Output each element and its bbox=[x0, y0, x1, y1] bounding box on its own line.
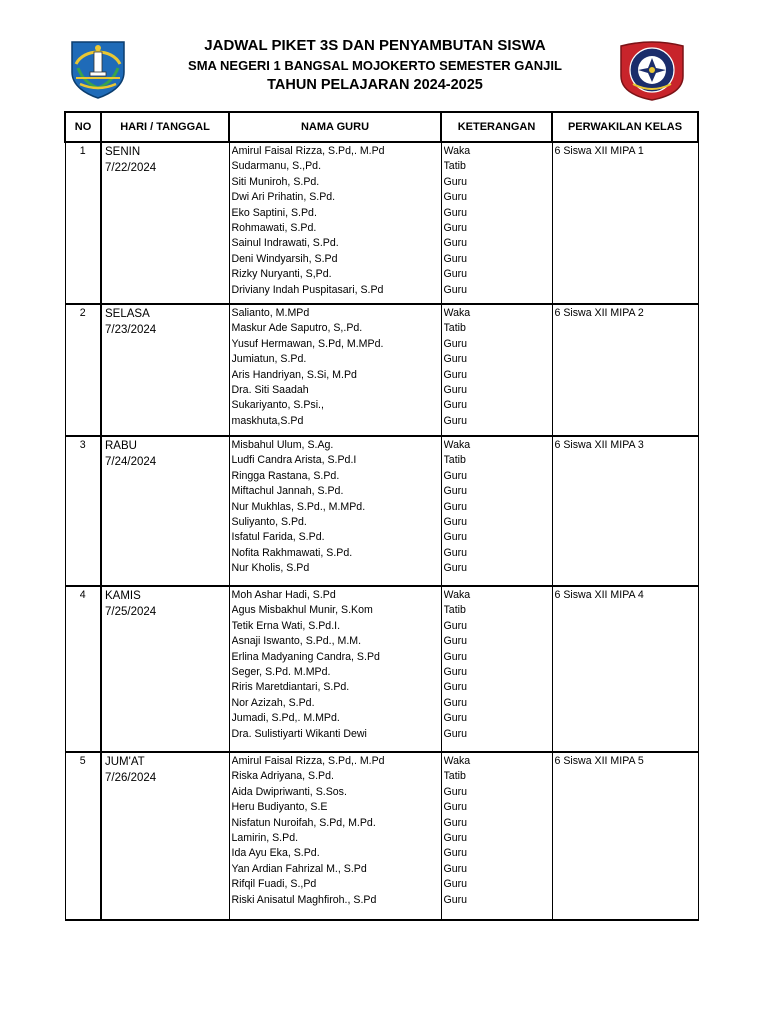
teacher-role: Guru bbox=[443, 206, 468, 219]
teacher-role: Guru bbox=[443, 500, 468, 513]
class-representative-cell bbox=[552, 142, 698, 304]
teacher-role: Guru bbox=[443, 368, 468, 381]
teacher-name: Amirul Faisal Rizza, S.Pd,. M.Pd bbox=[231, 755, 385, 767]
table-row bbox=[65, 752, 698, 920]
class-representative: 6 Siswa XII MIPA 1 bbox=[554, 145, 644, 157]
column-header-notes: KETERANGAN bbox=[441, 112, 552, 142]
teacher-name: Jumiatun, S.Pd. bbox=[231, 353, 307, 366]
class-representative: 6 Siswa XII MIPA 3 bbox=[554, 439, 644, 451]
table-body bbox=[65, 142, 698, 920]
teacher-role: Guru bbox=[443, 353, 468, 366]
teacher-name: Agus Misbakhul Munir, S.Kom bbox=[231, 604, 373, 617]
teacher-name: Yan Ardian Fahrizal M., S.Pd bbox=[231, 862, 367, 875]
teacher-name: maskhuta,S.Pd bbox=[231, 414, 304, 427]
teacher-role: Guru bbox=[443, 384, 468, 397]
teacher-role: Guru bbox=[443, 531, 468, 544]
day-name: KAMIS bbox=[105, 590, 141, 602]
role-list-cell bbox=[441, 436, 552, 586]
teacher-role: Guru bbox=[443, 485, 468, 498]
teacher-role: Guru bbox=[443, 252, 468, 265]
teacher-name: Sainul Indrawati, S.Pd. bbox=[231, 237, 339, 250]
teacher-role: Guru bbox=[443, 650, 468, 663]
teacher-name: Nur Kholis, S.Pd bbox=[231, 562, 310, 575]
teacher-name: Tetik Erna Wati, S.Pd.I. bbox=[231, 619, 341, 632]
teacher-role: Waka bbox=[443, 145, 471, 157]
teacher-name: Eko Saptini, S.Pd. bbox=[231, 206, 317, 219]
day-date-cell bbox=[101, 436, 229, 586]
duty-date: 7/24/2024 bbox=[105, 456, 157, 468]
teacher-name: Misbahul Ulum, S.Ag. bbox=[231, 439, 334, 451]
teacher-role: Guru bbox=[443, 283, 468, 296]
teacher-role: Guru bbox=[443, 546, 468, 559]
day-name: SELASA bbox=[105, 308, 150, 320]
table-header-row bbox=[65, 112, 698, 142]
teacher-role: Waka bbox=[443, 307, 471, 319]
teacher-name: Dwi Ari Prihatin, S.Pd. bbox=[231, 191, 336, 204]
table-row bbox=[65, 142, 698, 304]
day-date-cell bbox=[101, 304, 229, 436]
teacher-name: Driviany Indah Puspitasari, S.Pd bbox=[231, 283, 384, 296]
teacher-name: Riska Adriyana, S.Pd. bbox=[231, 770, 334, 783]
teacher-role: Guru bbox=[443, 832, 468, 845]
teacher-role: Waka bbox=[443, 439, 471, 451]
teacher-role: Guru bbox=[443, 268, 468, 281]
teacher-role: Tatib bbox=[443, 322, 466, 335]
teacher-role: Guru bbox=[443, 191, 468, 204]
day-date-cell bbox=[101, 752, 229, 920]
duty-date: 7/22/2024 bbox=[105, 162, 157, 174]
class-representative: 6 Siswa XII MIPA 4 bbox=[554, 589, 644, 601]
table-row bbox=[65, 586, 698, 752]
table-row bbox=[65, 304, 698, 436]
teacher-name: Ringga Rastana, S.Pd. bbox=[231, 469, 340, 482]
teacher-name: Ida Ayu Eka, S.Pd. bbox=[231, 847, 320, 860]
teacher-role: Guru bbox=[443, 414, 468, 427]
table-row bbox=[65, 436, 698, 586]
teacher-list-cell bbox=[229, 752, 441, 920]
teacher-name: Isfatul Farida, S.Pd. bbox=[231, 531, 325, 544]
day-name: RABU bbox=[105, 440, 137, 452]
teacher-name: Aris Handriyan, S.Si, M.Pd bbox=[231, 368, 357, 381]
teacher-role: Guru bbox=[443, 237, 468, 250]
column-header-no: NO bbox=[65, 112, 101, 142]
column-header-class-rep: PERWAKILAN KELAS bbox=[552, 112, 698, 142]
teacher-name: Asnaji Iswanto, S.Pd., M.M. bbox=[231, 635, 362, 648]
teacher-role: Waka bbox=[443, 755, 471, 767]
teacher-role: Tatib bbox=[443, 454, 466, 467]
teacher-role: Tatib bbox=[443, 160, 466, 173]
school-badge-logo bbox=[617, 40, 687, 102]
class-representative: 6 Siswa XII MIPA 5 bbox=[554, 755, 644, 767]
teacher-name: Yusuf Hermawan, S.Pd, M.MPd. bbox=[231, 337, 384, 350]
duty-date: 7/23/2024 bbox=[105, 324, 157, 336]
class-representative-cell bbox=[552, 436, 698, 586]
teacher-role: Guru bbox=[443, 816, 468, 829]
column-header-teacher-name: NAMA GURU bbox=[229, 112, 441, 142]
teacher-name: Deni Windyarsih, S.Pd bbox=[231, 252, 338, 265]
teacher-name: Nofita Rakhmawati, S.Pd. bbox=[231, 546, 353, 559]
class-representative-cell bbox=[552, 586, 698, 752]
teacher-list-cell bbox=[229, 586, 441, 752]
role-list-cell bbox=[441, 752, 552, 920]
role-list-cell bbox=[441, 142, 552, 304]
teacher-role: Tatib bbox=[443, 770, 466, 783]
role-list-cell bbox=[441, 304, 552, 436]
teacher-role: Guru bbox=[443, 785, 468, 798]
row-number: 5 bbox=[65, 752, 101, 920]
teacher-role: Guru bbox=[443, 696, 468, 709]
teacher-role: Guru bbox=[443, 862, 468, 875]
east-java-emblem-logo bbox=[66, 38, 130, 100]
row-number: 1 bbox=[65, 142, 101, 304]
teacher-name: Nur Mukhlas, S.Pd., M.MPd. bbox=[231, 500, 366, 513]
class-representative-cell bbox=[552, 752, 698, 920]
column-header-day-date: HARI / TANGGAL bbox=[101, 112, 229, 142]
teacher-name: Dra. Siti Saadah bbox=[231, 384, 309, 397]
teacher-name: Riski Anisatul Maghfiroh., S.Pd bbox=[231, 893, 377, 906]
class-representative-cell bbox=[552, 304, 698, 436]
teacher-role: Guru bbox=[443, 516, 468, 529]
day-name: JUM'AT bbox=[105, 756, 145, 768]
teacher-name: Rohmawati, S.Pd. bbox=[231, 222, 317, 235]
teacher-name: Ludfi Candra Arista, S.Pd.I bbox=[231, 454, 357, 467]
teacher-role: Guru bbox=[443, 635, 468, 648]
teacher-role: Guru bbox=[443, 666, 468, 679]
teacher-role: Waka bbox=[443, 589, 471, 601]
teacher-name: Maskur Ade Saputro, S,.Pd. bbox=[231, 322, 363, 335]
teacher-role: Guru bbox=[443, 619, 468, 632]
teacher-name: Miftachul Jannah, S.Pd. bbox=[231, 485, 344, 498]
teacher-name: Siti Muniroh, S.Pd. bbox=[231, 175, 320, 188]
role-list-cell bbox=[441, 586, 552, 752]
day-date-cell bbox=[101, 586, 229, 752]
teacher-list-cell bbox=[229, 142, 441, 304]
teacher-name: Riris Maretdiantari, S.Pd. bbox=[231, 681, 350, 694]
teacher-list-cell bbox=[229, 436, 441, 586]
row-number: 4 bbox=[65, 586, 101, 752]
teacher-role: Guru bbox=[443, 399, 468, 412]
teacher-role: Guru bbox=[443, 681, 468, 694]
teacher-name: Seger, S.Pd. M.MPd. bbox=[231, 666, 331, 679]
academic-year: TAHUN PELAJARAN 2024-2025 bbox=[267, 77, 483, 93]
teacher-name: Salianto, M.MPd bbox=[231, 307, 310, 319]
day-date-cell bbox=[101, 142, 229, 304]
teacher-role: Guru bbox=[443, 801, 468, 814]
teacher-name: Jumadi, S.Pd,. M.MPd. bbox=[231, 712, 340, 725]
day-name: SENIN bbox=[105, 146, 141, 158]
teacher-name: Sudarmanu, S.,Pd. bbox=[231, 160, 322, 173]
teacher-name: Suliyanto, S.Pd. bbox=[231, 516, 307, 529]
teacher-name: Heru Budiyanto, S.E bbox=[231, 801, 328, 814]
teacher-role: Guru bbox=[443, 878, 468, 891]
teacher-name: Rifqil Fuadi, S.,Pd bbox=[231, 878, 317, 891]
teacher-role: Tatib bbox=[443, 604, 466, 617]
teacher-role: Guru bbox=[443, 222, 468, 235]
teacher-name: Lamirin, S.Pd. bbox=[231, 832, 299, 845]
teacher-role: Guru bbox=[443, 337, 468, 350]
teacher-name: Dra. Sulistiyarti Wikanti Dewi bbox=[231, 727, 367, 740]
row-number: 2 bbox=[65, 304, 101, 436]
teacher-role: Guru bbox=[443, 727, 468, 740]
teacher-name: Sukariyanto, S.Psi., bbox=[231, 399, 324, 412]
duty-date: 7/26/2024 bbox=[105, 772, 157, 784]
row-number: 3 bbox=[65, 436, 101, 586]
teacher-name: Erlina Madyaning Candra, S.Pd bbox=[231, 650, 380, 663]
teacher-role: Guru bbox=[443, 893, 468, 906]
teacher-name: Rizky Nuryanti, S,Pd. bbox=[231, 268, 332, 281]
teacher-role: Guru bbox=[443, 469, 468, 482]
teacher-role: Guru bbox=[443, 712, 468, 725]
teacher-name: Amirul Faisal Rizza, S.Pd,. M.Pd bbox=[231, 145, 385, 157]
school-semester-subtitle: SMA NEGERI 1 BANGSAL MOJOKERTO SEMESTER GANJIL bbox=[188, 58, 562, 73]
duty-roster-table bbox=[64, 111, 699, 921]
teacher-role: Guru bbox=[443, 175, 468, 188]
teacher-role: Guru bbox=[443, 562, 468, 575]
teacher-name: Moh Ashar Hadi, S.Pd bbox=[231, 589, 336, 601]
document-title: JADWAL PIKET 3S DAN PENYAMBUTAN SISWA bbox=[204, 37, 546, 54]
teacher-name: Nor Azizah, S.Pd. bbox=[231, 696, 315, 709]
duty-date: 7/25/2024 bbox=[105, 606, 157, 618]
class-representative: 6 Siswa XII MIPA 2 bbox=[554, 307, 644, 319]
teacher-name: Nisfatun Nuroifah, S.Pd, M.Pd. bbox=[231, 816, 376, 829]
teacher-list-cell bbox=[229, 304, 441, 436]
teacher-name: Aida Dwipriwanti, S.Sos. bbox=[231, 785, 347, 798]
teacher-role: Guru bbox=[443, 847, 468, 860]
